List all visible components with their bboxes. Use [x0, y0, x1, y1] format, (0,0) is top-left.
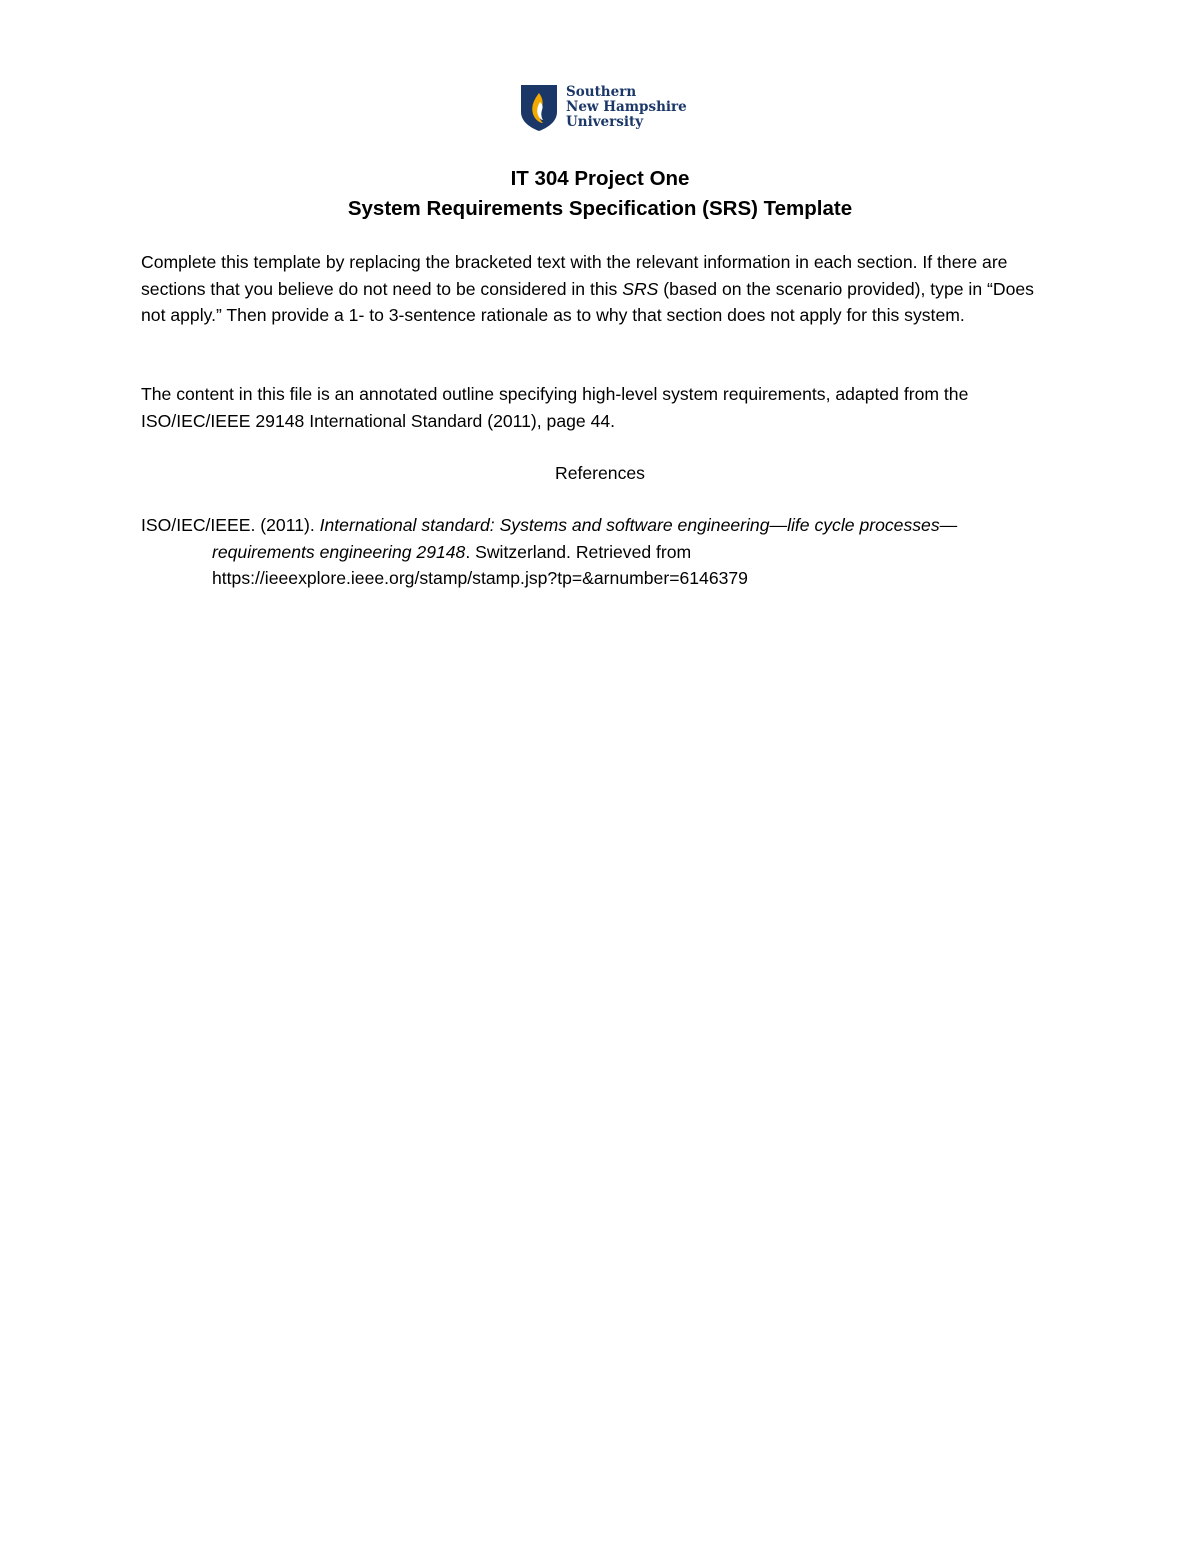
university-logo: [520, 84, 687, 132]
wordmark-line-2: New Hampshire: [566, 99, 687, 115]
reference-line-2: [141, 539, 1061, 566]
reference-publisher: . Switzerland. Retrieved from: [465, 541, 692, 562]
wordmark-line-3: University: [566, 114, 644, 130]
reference-title-part-1: International standard: Systems and software engineering—life cycle processes—: [319, 515, 958, 535]
wordmark-line-1: Southern: [566, 84, 637, 100]
references-heading: References: [555, 463, 645, 483]
reference-line-1: [141, 512, 1061, 539]
instructions-srs-term: SRS: [622, 278, 659, 299]
reference-title-part-2: requirements engineering 29148: [212, 541, 466, 562]
reference-line-3: [141, 565, 1061, 592]
content-text: The content in this file is an annotated outline specifying high-level system requirements, adapted from the ISO/IEC/IEEE 29148 International Standard (2011), page 44.: [141, 384, 969, 431]
reference-url-link[interactable]: https://ieeexplore.ieee.org/stamp/stamp.jsp?tp=&arnumber=6146379: [212, 568, 748, 588]
document-title: [0, 164, 1200, 224]
reference-author-year: ISO/IEC/IEEE. (2011).: [141, 515, 320, 535]
title-line-1: IT 304 Project One: [510, 167, 690, 190]
title-line-2: System Requirements Specification (SRS) Template: [347, 197, 853, 220]
instructions-text-b: (based on the scenario provided), type in “Does not apply.” Then provide a 1- to 3-sentence rationale as to why that section does not apply for this system.: [141, 278, 1034, 325]
flame-shield-icon: [520, 84, 558, 132]
content-paragraph: [141, 381, 1061, 434]
instructions-paragraph: [141, 249, 1061, 329]
reference-entry: [141, 512, 1061, 592]
instructions-text-a: Complete this template by replacing the bracketed text with the relevant information in each section. If there are sections that you believe do not need to be considered in this: [141, 252, 1008, 299]
university-wordmark: [566, 84, 687, 130]
